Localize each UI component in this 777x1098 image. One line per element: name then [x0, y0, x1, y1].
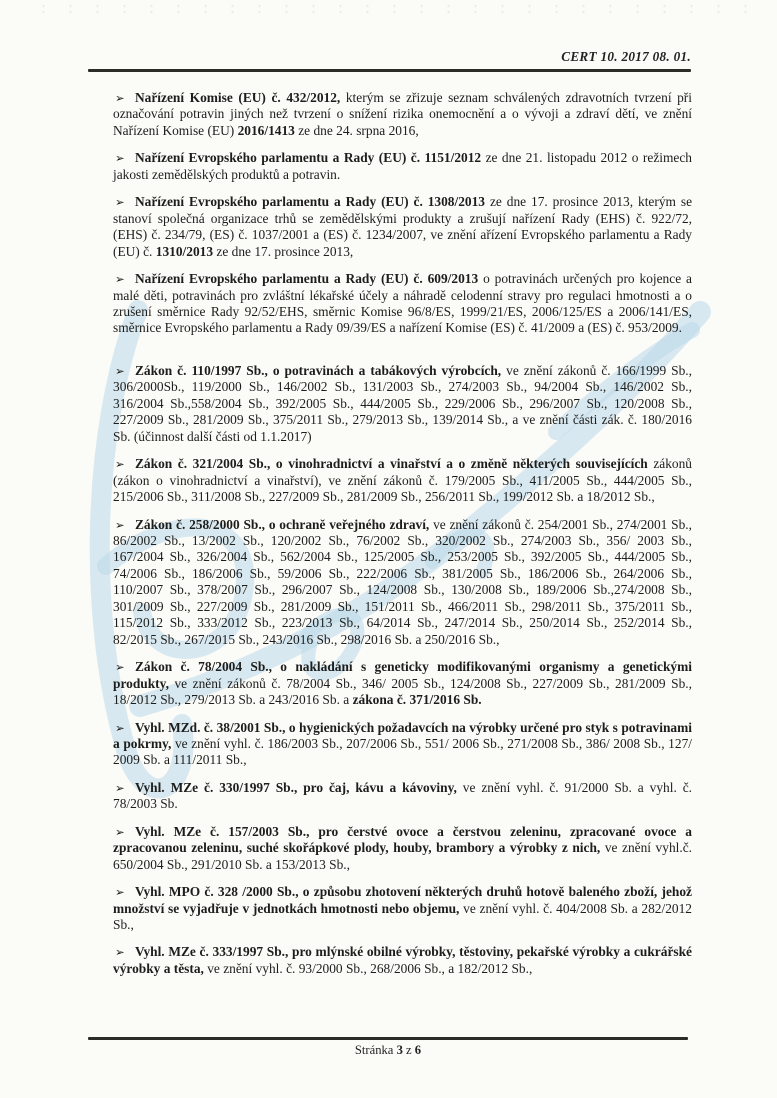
item-title-segment: Vyhl. MZd. č. 38/2001 Sb., o hygienických požadavcích na výrobky určené pro styk s potravinami a pokrmy, — [113, 719, 692, 751]
list-item — [113, 517, 692, 649]
item-title-segment: Vyhl. MZe č. 333/1997 Sb., pro mlýnské obilné výrobky, těstoviny, pekařské výrobky a cukrářské výrobky a těsta, — [113, 944, 692, 976]
header-reference: CERT 10. 2017 08. 01. — [561, 49, 691, 64]
item-title-segment: Vyhl. MPO č. 328 /2000 Sb., o způsobu zhotovení některých druhů hotově baleného zboží, jehož množství se vyjadřuje v jednotkách hmotnosti nebo objemu, — [113, 884, 692, 916]
item-text-segment: ve znění zákonů č. 78/2004 Sb., 346/ 2005 Sb., 124/2008 Sb., 227/2009 Sb., 281/2009 Sb., 18/2012 Sb., 279/2013 Sb. a 243/2016 Sb. a — [113, 675, 692, 708]
list-item — [113, 884, 692, 933]
item-text-segment: ve znění vyhl. č. 404/2008 Sb. a 282/2012 Sb., — [113, 900, 692, 933]
arrow-bullet-icon: ➢ — [115, 722, 125, 735]
item-title-segment: Nařízení Evropského parlamentu a Rady (EU) č. 1151/2012 — [135, 150, 482, 166]
page-number — [88, 1043, 688, 1058]
list-item — [113, 944, 692, 977]
item-text-segment: ve znění zákonů č. 166/1999 Sb., 306/2000Sb., 119/2000 Sb., 146/2002 Sb., 131/2003 Sb., 274/2003 Sb., 94/2004 Sb., 146/2002 Sb., 316/2004 Sb.,558/2004 Sb., 392/2005 Sb., 444/2005 Sb., 229/2006 Sb., 296/2007 Sb., 120/2008 Sb., 227/2009 Sb., 281/2009 Sb., 375/2011 Sb., 279/2013 Sb., 139/2014 Sb., a ve znění části zák. č. 180/2016 Sb. (účinnost další části od 1.1.2017) — [113, 362, 692, 444]
page-number-label: Stránka — [354, 1043, 394, 1057]
item-title-segment: Vyhl. MZe č. 157/2003 Sb., pro čerstvé ovoce a čerstvou zeleninu, zpracované ovoce a zpracovanou zeleninu, suché skořápkové plody, houby, brambory a výrobky z nich, — [113, 823, 692, 856]
item-text-segment: ze dne 21. listopadu 2012 o režimech jakosti zemědělských produktů a potravin. — [113, 150, 692, 182]
page-number-current: 3 — [396, 1043, 403, 1057]
arrow-bullet-icon: ➢ — [115, 274, 125, 287]
item-text-segment: ve znění vyhl. č. 186/2003 Sb., 207/2006 Sb., 551/ 2006 Sb., 271/2008 Sb., 386/ 2008 Sb., 127/ 2009 Sb. a 111/2011 Sb., — [113, 735, 692, 768]
footer-rule — [88, 1037, 688, 1040]
page-number-separator: z — [406, 1043, 412, 1057]
arrow-bullet-icon: ➢ — [115, 947, 125, 960]
item-text-segment: ve znění vyhl. č. 93/2000 Sb., 268/2006 Sb., a 182/2012 Sb., — [203, 960, 533, 976]
item-title-segment: Nařízení Evropského parlamentu a Rady (EU) č. 1308/2013 — [135, 194, 486, 210]
item-text-segment: ze dne 17. prosince 2013, kterým se stanoví společná organizace trhů se zemědělskými produkty a zrušují nařízení Rady (EHS) č. 922/72, (EHS) č. 234/79, (ES) č. 1037/2001 a (ES) č. 1234/2007, ve znění ařízení Evropského parlamentu a Rady (EU) č. — [113, 194, 693, 259]
list-item — [113, 90, 692, 139]
arrow-bullet-icon: ➢ — [115, 459, 125, 472]
item-title-segment: 1310/2013 — [155, 243, 214, 259]
list-item — [113, 720, 692, 769]
item-title-segment: Vyhl. MZe č. 330/1997 Sb., pro čaj, kávu a kávoviny, — [135, 779, 457, 795]
list-item — [113, 456, 692, 505]
list-item — [113, 824, 692, 873]
item-text-segment: o potravinách určených pro kojence a malé děti, potravinách pro zvláštní lékařské účely a náhradě celodenní stravy pro regulaci hmotnosti a o zrušení směrnice Rady 92/52/EHS, směrnic Komise 96/8/ES, 1999/21/ES, 2006/125/ES a 2006/141/ES, směrnice Evropského parlamentu a Rady 09/39/ES a nařízení Komise (ES) č. 41/2009 a (ES) č. 953/2009. — [113, 271, 692, 336]
item-text-segment: zákonů (zákon o vinohradnictví a vinařství), ve znění zákonů č. 179/2005 Sb., 411/2005 Sb., 444/2005 Sb., 215/2006 Sb., 311/2008 Sb., 227/2009 Sb., 281/2009 Sb., 256/2011 Sb., 199/2012 Sb. a 18/2012 Sb., — [113, 456, 692, 505]
arrow-bullet-icon: ➢ — [115, 826, 125, 839]
list-item — [113, 780, 692, 813]
arrow-bullet-icon: ➢ — [115, 153, 125, 166]
item-text-segment: ve znění zákonů č. 254/2001 Sb., 274/2001 Sb., 86/2002 Sb., 13/2002 Sb., 120/2002 Sb., 76/2002 Sb., 320/2002 Sb., 274/2003 Sb., 356/ 2003 Sb., 167/2004 Sb., 326/2004 Sb., 562/2004 Sb., 125/2005 Sb., 253/2005 Sb., 392/2005 Sb., 444/2005 Sb., 74/2006 Sb., 186/2006 Sb., 59/2006 Sb., 222/2006 Sb., 381/2005 Sb., 186/2006 Sb., 264/2006 Sb., 110/2007 Sb., 378/2007 Sb., 296/2007 Sb., 124/2008 Sb., 130/2008 Sb., 189/2006 Sb.,274/2008 Sb., 301/2009 Sb., 227/2009 Sb., 281/2009 Sb., 151/2011 Sb., 466/2011 Sb., 298/2011 Sb., 375/2011 Sb., 115/2012 Sb., 333/2012 Sb., 223/2013 Sb., 64/2014 Sb., 247/2014 Sb., 250/2014 Sb., 252/2014 Sb., 82/2015 Sb., 267/2015 Sb., 243/2016 Sb., 298/2016 Sb. a 250/2016 Sb., — [113, 516, 692, 647]
arrow-bullet-icon: ➢ — [115, 662, 125, 675]
scan-noise — [30, 3, 767, 15]
list-item — [113, 150, 692, 183]
item-title-segment: Nařízení Komise (EU) č. 432/2012, — [135, 90, 341, 105]
page-number-total: 6 — [414, 1043, 422, 1057]
list-item — [113, 271, 692, 337]
item-title-segment: Zákon č. 258/2000 Sb., o ochraně veřejného zdraví, — [135, 516, 430, 532]
list-item — [113, 659, 692, 708]
item-text-segment: ze dne 24. srpna 2016, — [294, 122, 419, 138]
item-text-segment: ze dne 17. prosince 2013, — [213, 243, 354, 259]
item-text-segment: ve znění vyhl.č. 650/2004 Sb., 291/2010 Sb. a 153/2013 Sb., — [113, 840, 693, 872]
list-item — [113, 194, 692, 260]
item-title-segment: Zákon č. 78/2004 Sb., o nakládání s geneticky modifikovanými organismy a genetickými produkty, — [113, 659, 692, 691]
arrow-bullet-icon: ➢ — [115, 93, 125, 105]
item-title-segment: Zákon č. 321/2004 Sb., o vinohradnictví a vinařství a o změně některých souvisejících — [135, 456, 648, 472]
item-title-segment: zákona č. 371/2016 Sb. — [352, 692, 482, 708]
item-title-segment: Nařízení Evropského parlamentu a Rady (EU) č. 609/2013 — [135, 271, 479, 287]
item-title-segment: Zákon č. 110/1997 Sb., o potravinách a tabákových výrobcích, — [135, 362, 502, 378]
arrow-bullet-icon: ➢ — [115, 365, 125, 378]
arrow-bullet-icon: ➢ — [115, 519, 125, 532]
item-text-segment: kterým se zřizuje seznam schválených zdravotních tvrzení při označování potravin jiných než tvrzení o snížení rizika onemocnění a o vývoji a zdraví dětí, ve znění Nařízení Komise (EU) — [113, 90, 692, 138]
arrow-bullet-icon: ➢ — [115, 887, 125, 900]
arrow-bullet-icon: ➢ — [115, 782, 125, 795]
list-item — [113, 363, 692, 445]
item-text-segment: ve znění vyhl. č. 91/2000 Sb. a vyhl. č. 78/2003 Sb. — [113, 779, 692, 812]
regulation-list — [91, 90, 692, 988]
arrow-bullet-icon: ➢ — [115, 197, 125, 210]
header-rule — [88, 69, 691, 72]
item-title-segment: 2016/1413 — [237, 122, 295, 138]
